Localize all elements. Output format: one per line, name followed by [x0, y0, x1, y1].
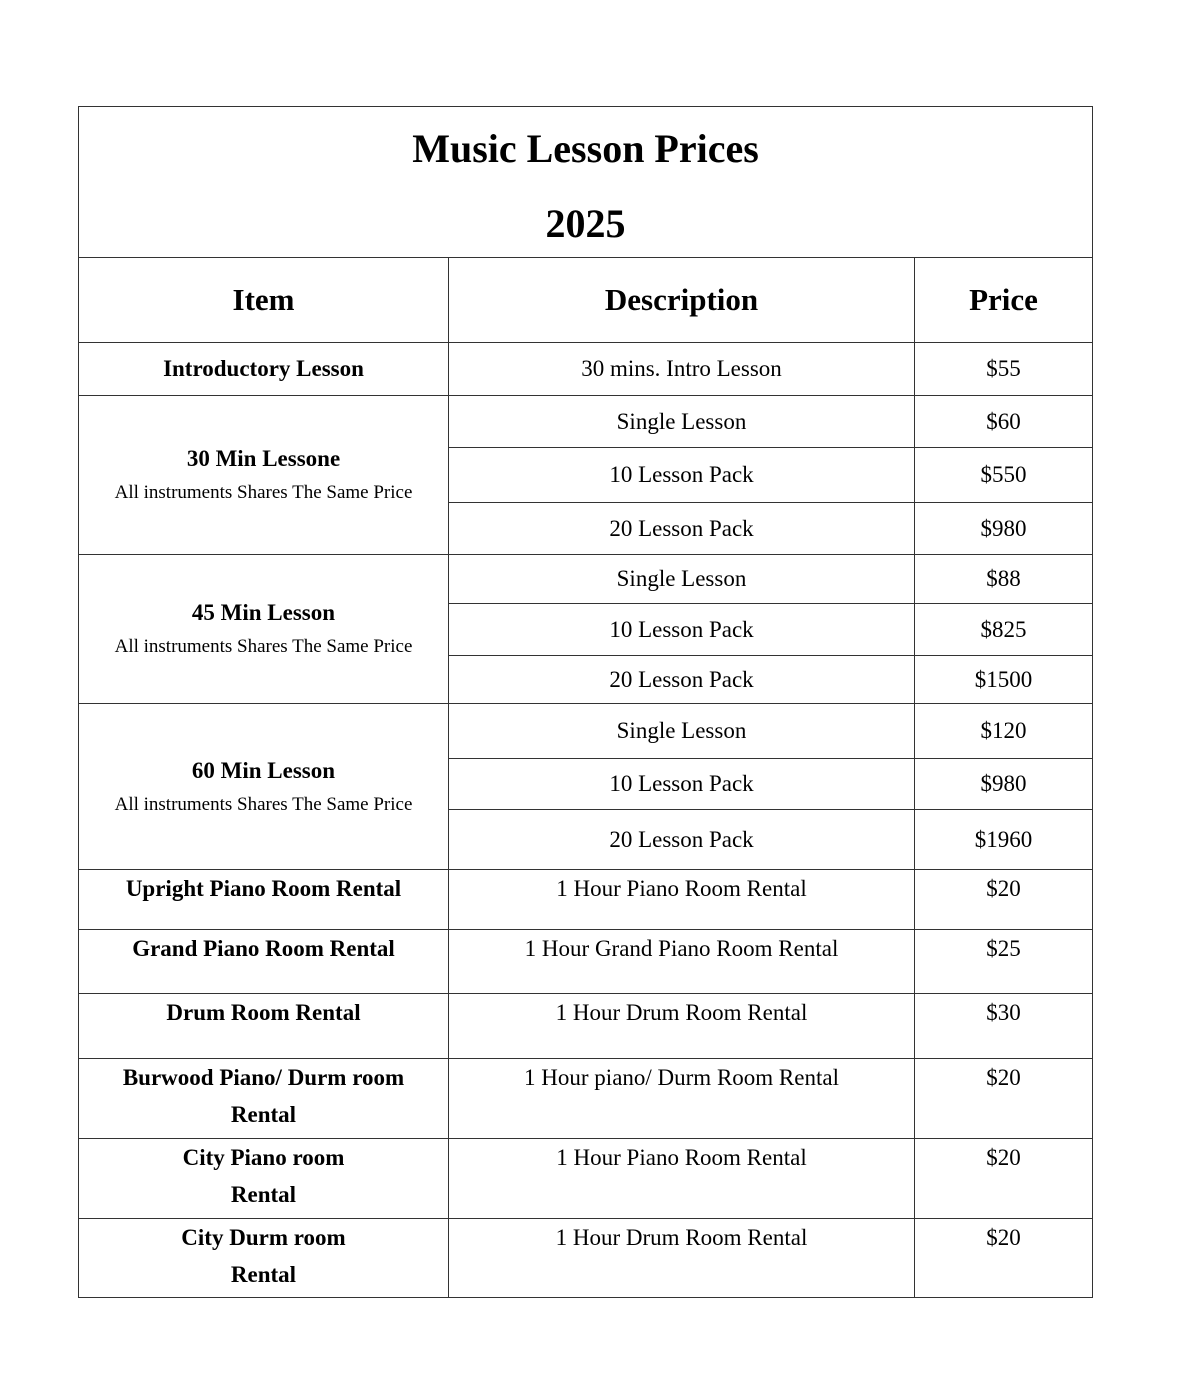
price-cell: $30: [915, 994, 1093, 1059]
group-cell: [79, 704, 449, 870]
price-cell: $88: [915, 555, 1093, 604]
table-row: [79, 343, 1093, 396]
table-row: [79, 396, 1093, 448]
group-title: 60 Min Lesson: [191, 757, 336, 783]
group-title: 30 Min Lessone: [186, 446, 341, 471]
group-subtitle: All instruments Shares The Same Price: [114, 482, 413, 503]
header-row: [79, 258, 1093, 343]
price-cell: $1960: [915, 810, 1093, 870]
column-header-item: Item: [79, 258, 449, 343]
price-cell: $20: [915, 1139, 1093, 1219]
item-cell: Introductory Lesson: [79, 343, 449, 396]
description-cell: 20 Lesson Pack: [449, 503, 915, 555]
description-cell: Single Lesson: [449, 396, 915, 448]
column-header-price: Price: [915, 258, 1093, 343]
price-cell: $550: [915, 448, 1093, 503]
price-cell: $120: [915, 704, 1093, 759]
group-subtitle: All instruments Shares The Same Price: [114, 636, 413, 657]
price-cell: $60: [915, 396, 1093, 448]
column-header-description: Description: [449, 258, 915, 343]
table-row: [79, 994, 1093, 1059]
item-cell: Upright Piano Room Rental: [79, 870, 449, 930]
group-title: 45 Min Lesson: [191, 600, 336, 625]
page-title: Music Lesson Prices: [412, 126, 759, 171]
description-cell: 10 Lesson Pack: [449, 448, 915, 503]
price-cell: $980: [915, 759, 1093, 810]
description-cell: 10 Lesson Pack: [449, 604, 915, 656]
item-cell: Grand Piano Room Rental: [79, 930, 449, 994]
description-cell: 1 Hour Drum Room Rental: [449, 1219, 915, 1298]
group-cell: [79, 396, 449, 555]
table-row: [79, 1219, 1093, 1298]
item-cell: City Piano room Rental: [79, 1139, 449, 1219]
price-cell: $20: [915, 1219, 1093, 1298]
item-cell: City Durm room Rental: [79, 1219, 449, 1298]
price-table: [78, 106, 1093, 1298]
title-cell: [79, 107, 1093, 258]
price-cell: $55: [915, 343, 1093, 396]
table-row: [79, 704, 1093, 759]
page-year: 2025: [545, 201, 626, 246]
table-row: [79, 930, 1093, 994]
description-cell: Single Lesson: [449, 704, 915, 759]
description-cell: 10 Lesson Pack: [449, 759, 915, 810]
price-cell: $25: [915, 930, 1093, 994]
price-cell: $825: [915, 604, 1093, 656]
description-cell: 20 Lesson Pack: [449, 810, 915, 870]
price-cell: $20: [915, 1059, 1093, 1139]
description-cell: 20 Lesson Pack: [449, 656, 915, 704]
description-cell: 1 Hour piano/ Durm Room Rental: [449, 1059, 915, 1139]
item-cell: Drum Room Rental: [79, 994, 449, 1059]
price-cell: $980: [915, 503, 1093, 555]
table-row: [79, 1059, 1093, 1139]
description-cell: 1 Hour Piano Room Rental: [449, 1139, 915, 1219]
group-subtitle: All instruments Shares The Same Price: [114, 793, 413, 815]
table-row: [79, 555, 1093, 604]
price-cell: $20: [915, 870, 1093, 930]
description-cell: 1 Hour Drum Room Rental: [449, 994, 915, 1059]
price-cell: $1500: [915, 656, 1093, 704]
item-cell: Burwood Piano/ Durm room Rental: [79, 1059, 449, 1139]
table-row: [79, 870, 1093, 930]
description-cell: Single Lesson: [449, 555, 915, 604]
description-cell: 1 Hour Piano Room Rental: [449, 870, 915, 930]
description-cell: 30 mins. Intro Lesson: [449, 343, 915, 396]
description-cell: 1 Hour Grand Piano Room Rental: [449, 930, 915, 994]
rental-rows: [79, 870, 1093, 1298]
title-row: [79, 107, 1093, 258]
table-row: [79, 1139, 1093, 1219]
group-cell: [79, 555, 449, 704]
